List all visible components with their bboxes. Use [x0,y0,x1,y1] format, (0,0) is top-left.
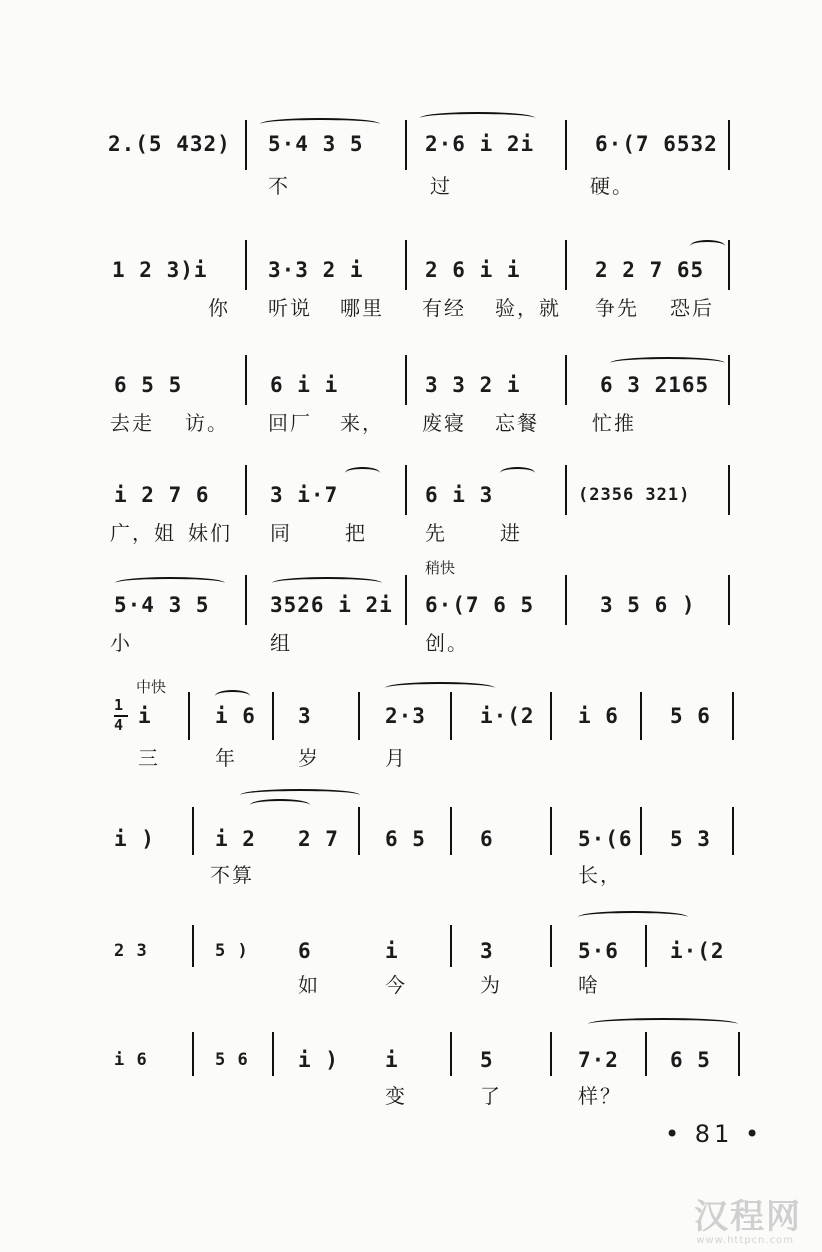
measure-notes: 6·(7 6532 [595,132,718,156]
lyric: 过 [430,174,452,198]
bar-line [405,120,407,170]
measure-notes: 6 3 2165 [600,373,710,397]
measure-notes: 5·6 [578,939,619,963]
bar-line [728,465,730,515]
bar-line [728,355,730,405]
measure-notes: 6 i i [270,373,339,397]
lyric: 去走 [110,411,154,435]
lyric: 组 [270,631,292,655]
lyric: 如 [298,973,320,997]
bar-line [450,692,452,740]
tempo-mark: 中快 [136,678,167,696]
bar-line [640,692,642,740]
bar-line [732,807,734,855]
bar-line [640,807,642,855]
lyric: 有经 [422,296,466,320]
lyric: 硬。 [590,174,634,198]
measure-notes: i [385,939,399,963]
measure-notes: 1 2 3)i [112,258,208,282]
measure-notes: 5 ) [215,941,249,961]
measure-notes: i 6 [114,1050,148,1070]
lyric: 同 [270,521,292,545]
slur-mark [578,911,688,923]
lyric: 了 [480,1084,502,1108]
measure-notes: 3 i·7 [270,483,339,507]
bar-line [732,692,734,740]
measure-notes: 3526 i 2i [270,593,393,617]
bar-line [192,807,194,855]
bar-line [245,240,247,290]
bar-line [272,1032,274,1076]
bar-line [188,692,190,740]
lyric: 广，姐 [110,521,176,545]
score-row-1 [100,110,750,220]
measure-notes: i 2 7 6 [114,483,210,507]
slur-mark [690,240,725,252]
lyric: 忙推 [592,411,636,435]
bar-line [728,240,730,290]
lyric: 月 [385,746,407,770]
score-row-2 [100,230,750,340]
measure-notes: 2 2 7 65 [595,258,705,282]
lyric: 废寝 [422,411,466,435]
bar-line [565,355,567,405]
lyric: 验，就 [495,296,561,320]
lyric: 小 [110,631,132,655]
measure-notes: 3 [298,704,312,728]
slur-mark [250,799,310,811]
measure-notes: 6·(7 6 5 [425,593,535,617]
measure-notes: 3 3 2 i [425,373,521,397]
tempo-mark: 稍快 [425,559,456,577]
score-row-6 [100,670,750,780]
score-row-5 [100,555,750,665]
measure-notes: 3·3 2 i [268,258,364,282]
lyric: 三 [138,746,160,770]
measure-notes: i [385,1048,399,1072]
measure-notes: 2 6 i i [425,258,521,282]
measure-notes: 3 5 6 ) [600,593,696,617]
lyric: 把 [345,521,367,545]
bar-line [550,925,552,967]
bar-line [550,1032,552,1076]
score-row-9 [100,1010,750,1120]
bar-line [272,692,274,740]
lyric: 来， [340,411,384,435]
bar-line [565,120,567,170]
lyric: 岁 [298,746,320,770]
bar-line [550,692,552,740]
lyric: 回厂 [268,411,312,435]
lyric: 听说 [268,296,312,320]
watermark-logo: 汉程网 [694,1197,802,1237]
slur-mark [588,1018,738,1030]
slur-mark [345,467,380,479]
measure-notes: i 2 [215,827,256,851]
lyric: 长， [578,863,622,887]
bar-line [358,692,360,740]
bar-line [565,465,567,515]
bar-line [245,465,247,515]
bar-line [738,1032,740,1076]
measure-notes: i ) [298,1048,339,1072]
measure-notes: 5 6 [215,1050,249,1070]
lyric: 进 [500,521,522,545]
measure-notes: 2.(5 432) [108,132,231,156]
bar-line [245,355,247,405]
measure-notes: 5·4 3 5 [268,132,364,156]
bar-line [245,120,247,170]
bar-line [405,575,407,625]
lyric: 变 [385,1084,407,1108]
measure-notes: 5·4 3 5 [114,593,210,617]
bar-line [728,575,730,625]
measure-notes: 2·3 [385,704,426,728]
lyric: 先 [425,521,447,545]
lyric: 不算 [210,863,254,887]
measure-notes: 6 i 3 [425,483,494,507]
measure-notes: i·(2 [670,939,725,963]
measure-notes: 2·6 i 2i [425,132,535,156]
watermark-url: www.httpcn.com [696,1235,794,1246]
slur-mark [115,577,225,589]
measure-notes: 6 5 [385,827,426,851]
lyric: 你 [208,296,230,320]
measure-notes: 3 [480,939,494,963]
bar-line [245,575,247,625]
measure-notes: 6 [480,827,494,851]
score-row-7 [100,785,750,895]
bar-line [192,925,194,967]
lyric: 为 [480,973,502,997]
measure-notes: i 6 [578,704,619,728]
lyric: 哪里 [340,296,384,320]
measure-notes: i·(2 [480,704,535,728]
measure-notes: 5 [480,1048,494,1072]
lyric: 样？ [578,1084,622,1108]
measure-notes: i ) [114,827,155,851]
measure-notes: 5 6 [670,704,711,728]
page-number: • 81 • [665,1120,764,1148]
slur-mark [500,467,535,479]
bar-line [565,575,567,625]
lyric: 年 [215,746,237,770]
lyric: 妹们 [188,521,232,545]
slur-mark [610,357,725,369]
measure-notes: (2356 321) [578,485,691,505]
bar-line [450,807,452,855]
bar-line [565,240,567,290]
bar-line [405,355,407,405]
bar-line [645,1032,647,1076]
lyric: 忘餐 [495,411,539,435]
slur-mark [385,682,495,694]
measure-notes: 5·(6 [578,827,633,851]
measure-notes: 6 [298,939,312,963]
measure-notes: 6 5 5 [114,373,183,397]
bar-line [450,925,452,967]
lyric: 争先 [595,296,639,320]
measure-notes: 7·2 [578,1048,619,1072]
measure-notes: 5 3 [670,827,711,851]
lyric: 今 [385,973,407,997]
slur-mark [272,577,382,589]
measure-notes: i [138,704,152,728]
bar-line [405,240,407,290]
lyric: 恐后 [670,296,714,320]
time-signature-bottom: 4 [114,716,125,734]
slur-mark [260,118,380,130]
lyric: 访。 [185,411,229,435]
measure-notes: 2 7 [298,827,339,851]
score-row-8 [100,895,750,1005]
lyric: 啥 [578,973,600,997]
bar-line [405,465,407,515]
bar-line [728,120,730,170]
bar-line [450,1032,452,1076]
score-row-3 [100,345,750,455]
bar-line [645,925,647,967]
slur-mark [240,789,360,801]
slur-mark [420,112,535,124]
lyric: 不 [268,174,290,198]
measure-notes: 2 3 [114,941,148,961]
bar-line [192,1032,194,1076]
bar-line [358,807,360,855]
measure-notes: 6 5 [670,1048,711,1072]
score-row-4 [100,455,750,565]
measure-notes: i 6 [215,704,256,728]
slur-mark [215,690,250,702]
bar-line [550,807,552,855]
time-signature-top: 1 [114,696,125,714]
lyric: 创。 [425,631,469,655]
